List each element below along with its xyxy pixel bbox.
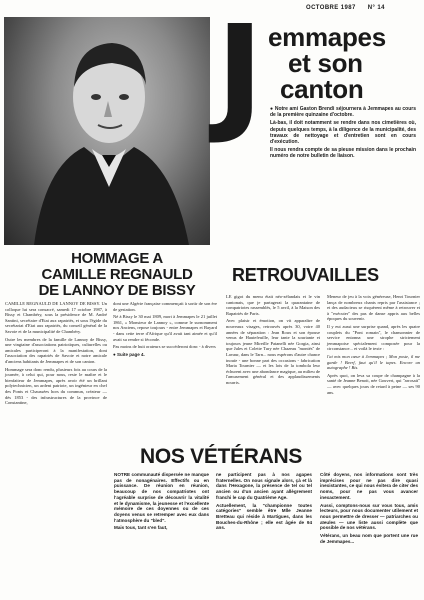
intro-paragraph-2: Là-bas, il doit notamment se rendre dans nos cimetières où, depuis quelques temps, à la diligence de la municipalité, des travaux de nettoyage et d'entretien sont en cours d'exécution.: [270, 120, 416, 146]
hommage-col2-p1: dont une Algérie française commençait à sortir de son ère de gestation.: [113, 301, 217, 312]
veterans-title: NOS VÉTÉRANS: [140, 445, 303, 468]
hommage-col1-p1: CAMILLE REGNAULD DE LANNOY DE BISSY. Un colloque lui sera consacré, samedi 17 octobre 1987, à Bissy et Chambéry, sous la présidence de M. André Santini, secrétaire d'Etat aux rapatriés, et sous l'égide du secrétariat d'Etat aux rapatriés, du conseil général de la Savoie et de la municipalité de Chambéry.: [5, 301, 107, 334]
portrait-image: [4, 17, 210, 245]
veterans-col2: [216, 472, 312, 533]
retrouvailles-col2-p3: l'ai mis mon cœur à Jemmapes ; Mon poste, il me garde ! Beerf, faut qu'il le tapes. Encore un autographe ! Bis.: [327, 353, 420, 371]
hommage-title-line1: HOMMAGE A: [71, 250, 163, 267]
hommage-title-line3: DE LANNOY DE BISSY: [38, 282, 196, 299]
intro-box: [270, 106, 416, 162]
veterans-col3-p3: Vétérans, un beau nom que portent une rue de Jemmapes...: [320, 533, 418, 544]
hommage-col2: [113, 301, 217, 359]
retrouvailles-col1-p1: LE gigot du menu était néo-zélandais et le vin cantonais, que je partagerai la quarantaine de compatriotes rassemblés, le 5 avril, à la Maison des Rapatriés de Paris.: [226, 294, 320, 316]
issue-number: N° 14: [367, 5, 385, 11]
retrouvailles-col1: [226, 294, 320, 388]
veterans-col1-p1: NOTRE communauté dispersée ne manque pas de nonagénaires. Effectifs ou en puissance. De réunion en réunion, beaucoup de nos compatriotes ont l'agréable surprise de découvrir la vitalité et le dynamisme, la jeunesse et l'excellente mémoire de ces doyennes ou de ces doyens venus se retremper avec eux dans l'atmosphère du "bled".: [114, 472, 209, 523]
masthead-line2: et son: [288, 48, 363, 78]
hommage-col1-p3: Hommage sera donc rendu, plusieurs fois au cours de la journée, à celui qui, pour nous, reste le maître et le bienfaiteur de Jemmapes, après avoir été un brillant polytechnicien, un ardent patriote, un ingénieur en chef des Ponts et Chaussées hors du commun, créateur — dès 1853 - des infrastructures de la province de Constantine,: [5, 366, 107, 406]
masthead-line1: emmapes: [268, 22, 386, 52]
retrouvailles-col2-p4: Après quoi, on leva sa coupe de champagne à la santé de Jeanne Benoit, née Gouvert, qui "arrosait" — avec quelques jours de retard à peine — ses 90 ans.: [327, 372, 420, 395]
retrouvailles-col2: [327, 294, 420, 397]
intro-paragraph-1: Notre ami Gaston Brendi séjournera à Jemmapes au cours de la première quinzaine d'octobre.: [270, 106, 416, 119]
veterans-col2-p2: Actuellement, la "championne toutes catégories" semble être Mlle Jeanne Bretteau qui réside à Martigues, dans les Bouches-du-Rhône ; elle est âgée de 94 ans.: [216, 502, 312, 531]
hommage-col1: [5, 301, 107, 408]
hommage-col1-p2: Outre les membres de la famille de Lannoy de Bissy, une vingtaine d'associations patriotiques, culturelles ou amicales participeront à la manifestation, dont l'association des rapatriés de Savoie et notre amicale d'anciens habitants de Jemmapes et de son canton.: [5, 336, 107, 364]
retrouvailles-col2-p1: Meneur de jeu à la voix généreuse, Henri Tournier lança de nombreux chants repris par l'assistance ; et des audacieux se risquèrent même à retrouver et à "exécuter" des pas de danse appris aux belles époques du souvenir.: [327, 294, 420, 322]
bullet-icon: ●: [270, 106, 274, 112]
retrouvailles-col2-p2: Il y eut aussi une surprise quand, après les quatre couplets du "Pont romain", le chansonnier de service entonna une strophe strictement jemmapoise spécialement composée pour la circonstance... et voilà le texte :: [327, 323, 420, 352]
retrouvailles-col1-p2: Avec plaisir et émotion, on vit apparaître de nouveaux visages, retrouvés après 30, voire 40 années de séparation : Jean Roux et son épouse venus de Hautefeuille, leur tante la souriante et toujours jeune Mireille Patanelli née Gorgia, ainsi que Jules et Colette Tury née Chazeau "montés" de Lavaur, dans le Tarn... nous espérons d'autre chance inouïe - une bonne part des occasions - fabrication Maria Tournier — et les lots de la tombola leur échurent avec une abondance magique, au milieu de l'amusement général et des applaudissements nourris.: [226, 318, 320, 385]
veterans-col2-p1: ne participent pas à nos agapes fraternelles. On nous signale alors, çà et là dans l'Hexagone, la présence de tel ou tel ancien ou d'un ancien ayant allègrement franchi le cap du Quatrième Age.: [216, 472, 312, 500]
hommage-continued: ● Suite page 4.: [113, 351, 145, 357]
veterans-col1-p2: Mais tous, tant s'en faut,: [114, 525, 168, 531]
veterans-col3-p1: Côté doyens, nos informations sont très imprécises pour ne pas dire quasi inexistantes, ce qui nous évitera de citer des noms, pour ne pas vous avancer inexactement.: [320, 472, 418, 500]
veterans-col3-p2: Aussi, comptons-nous sur vous tous, amis lecteurs, pour nous documenter utilement et nous permettre de dresser — patriarches ou aïeules — une liste aussi complète que possible de nos vétérans.: [320, 502, 418, 531]
intro-paragraph-3: Il nous rendra compte de sa pieuse mission dans le prochain numéro de notre bulletin de liaison.: [270, 147, 416, 160]
veterans-col1: [114, 472, 209, 533]
masthead-letter: J: [216, 0, 264, 148]
masthead-line3: canton: [280, 74, 364, 104]
hommage-title: [12, 251, 222, 299]
hommage-col2-p2: Né à Bissy le 30 mai 1809, mort à Jemmapes le 21 juillet 1861, « Monsieur de Lannoy », comme le surnomment nos Anciens, repose toujours - entre Jemmapes et Bayard - dans cette terre d'Afrique qu'il avait tant aimée et qu'il avait su rendre si féconde.: [113, 314, 217, 342]
veterans-col3: [320, 472, 418, 546]
hommage-title-line2: CAMILLE REGNAULD: [41, 266, 193, 283]
retrouvailles-title: RETROUVAILLES: [232, 265, 379, 285]
issue-date: OCTOBRE 1987 N° 14: [306, 5, 385, 11]
hommage-col2-p3: Pas moins de huit orateurs se succéderont donc - à divers: [113, 344, 216, 350]
